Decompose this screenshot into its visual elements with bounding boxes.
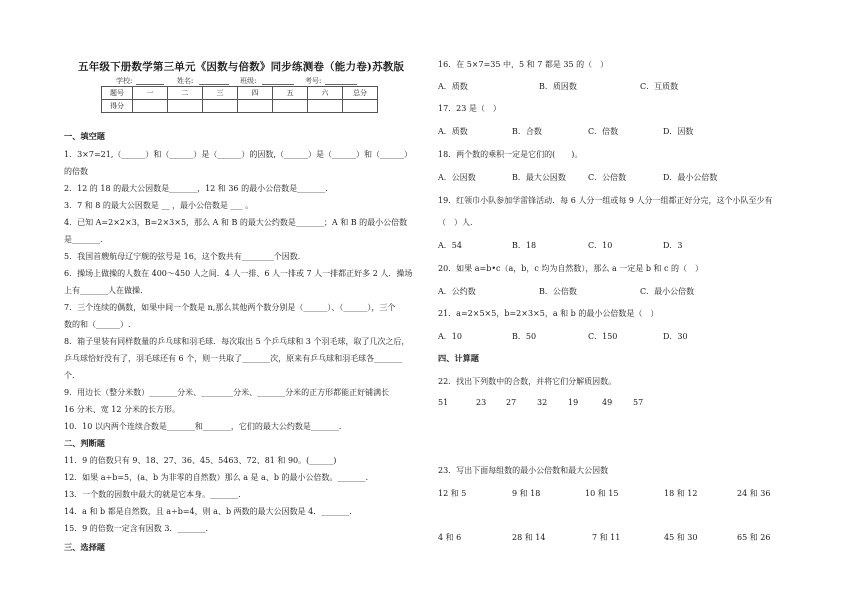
question-19: 19．红领巾小队参加学雷锋活动．每 6 人分一组或每 9 人分一组都正好分完，这个小队至少有 xyxy=(438,196,773,205)
question-18: 18．两个数的乘积一定是它们的( )。 xyxy=(438,150,583,159)
question-6: 6．操场上做操的人数在 400～450 人之间．4 人一排、6 人一排或 7 人一排都正好多 2 人．操场 xyxy=(64,269,413,278)
score-cell: 四 xyxy=(238,87,273,100)
question-10: 10．10 以内两个连续合数是_______和_______，它们的最大公约数是_______. xyxy=(64,422,342,431)
q22-number: 27 xyxy=(506,398,517,407)
q21-option-b[interactable]: B．50 xyxy=(512,332,537,341)
question-7-cont: 数的和（______）. xyxy=(64,320,131,329)
question-22: 22．找出下列数中的合数，并将它们分解质因数。 xyxy=(438,377,617,386)
q23-pair: 12 和 5 xyxy=(438,489,467,498)
question-7: 7．三个连续的偶数，如果中间一个数是 n,那么其他两个数分别是（______）、（______），三个 xyxy=(64,303,396,312)
page-title: 五年级下册数学第三单元《因数与倍数》同步练测卷（能力卷)苏教版 xyxy=(78,61,405,73)
q20-option-a[interactable]: A．公约数 xyxy=(438,287,476,296)
info-school-line xyxy=(136,84,164,85)
question-6-cont: 上有_______人在做操. xyxy=(64,286,143,295)
question-2: 2．12 的 18 的最大公因数是_______，12 和 36 的最小公倍数是_______. xyxy=(64,184,328,193)
q17-option-d[interactable]: D．因数 xyxy=(663,127,694,136)
q23-pair: 28 和 14 xyxy=(512,533,546,542)
q17-option-c[interactable]: C．倍数 xyxy=(588,127,619,136)
q22-number: 19 xyxy=(568,398,579,407)
question-15: 15．9 的倍数一定含有因数 3．_______. xyxy=(64,524,208,533)
q16-option-b[interactable]: B．质因数 xyxy=(539,82,577,91)
info-class-line xyxy=(262,84,294,85)
question-8-cont: 乒乓球恰好没有了，羽毛球还有 6 个，则一共取了_______次，原来有乒乓球和羽毛球各_______ xyxy=(64,354,403,363)
question-9-cont: 16 分米、宽 12 分米的长方形。 xyxy=(64,405,180,414)
q23-pair: 4 和 6 xyxy=(438,533,462,542)
q17-option-a[interactable]: A．质数 xyxy=(438,127,468,136)
question-1-cont: 的倍数 xyxy=(64,167,88,176)
question-17: 17．23 是（ ） xyxy=(438,104,501,113)
score-input-cell[interactable] xyxy=(203,100,238,113)
score-cell: 总分 xyxy=(343,87,378,100)
q21-option-a[interactable]: A．10 xyxy=(438,332,462,341)
question-16: 16．在 5×7=35 中，5 和 7 都是 35 的（ ） xyxy=(438,60,609,69)
score-table xyxy=(101,86,378,113)
score-table-header-row xyxy=(102,87,378,100)
score-cell: 一 xyxy=(133,87,168,100)
question-3: 3．7 和 8 的最大公因数是 __ ，最小公倍数是 ___ 。 xyxy=(64,201,254,210)
score-cell: 得分 xyxy=(102,100,133,113)
q19-option-c[interactable]: C．10 xyxy=(588,241,613,250)
info-name-label: 姓名: xyxy=(177,77,194,85)
q23-pair: 7 和 11 xyxy=(592,533,621,542)
score-input-cell[interactable] xyxy=(343,100,378,113)
q16-option-c[interactable]: C．互质数 xyxy=(640,82,679,91)
q19-option-a[interactable]: A．54 xyxy=(438,241,462,250)
score-cell: 三 xyxy=(203,87,238,100)
question-21: 21．a=2×5×5，b=2×3×5，a 和 b 的最小公倍数是（ ） xyxy=(438,309,659,318)
q18-option-d[interactable]: D．最小公倍数 xyxy=(663,173,718,182)
score-cell: 六 xyxy=(308,87,343,100)
question-8-cont2: 个. xyxy=(64,371,75,380)
score-input-cell[interactable] xyxy=(133,100,168,113)
info-id-label: 考号: xyxy=(305,77,322,85)
q19-option-d[interactable]: D．3 xyxy=(663,241,683,250)
score-cell: 题号 xyxy=(102,87,133,100)
section-multiple-choice: 三、选择题 xyxy=(64,542,105,552)
info-name-line xyxy=(199,84,229,85)
question-11: 11．9 的倍数只有 9、18、27、36、45、5463、72、81 和 90。(______) xyxy=(64,456,337,465)
question-13: 13．一个数的因数中最大的就是它本身。_______. xyxy=(64,490,241,499)
q18-option-c[interactable]: C．公倍数 xyxy=(588,173,627,182)
q23-pair: 65 和 26 xyxy=(737,533,771,542)
q22-number: 57 xyxy=(633,398,644,407)
q21-option-d[interactable]: D．30 xyxy=(663,332,688,341)
q19-option-b[interactable]: B．18 xyxy=(512,241,537,250)
q16-option-a[interactable]: A．质数 xyxy=(438,82,468,91)
info-id-line xyxy=(325,84,357,85)
q23-pair: 24 和 36 xyxy=(737,489,771,498)
question-4-cont: 是_______. xyxy=(64,235,103,244)
score-table-score-row xyxy=(102,100,378,113)
question-1: 1．3×7=21,（______）和（______）是（______）的因数,（______）是（______）和（______） xyxy=(64,150,412,159)
section-calculation: 四、计算题 xyxy=(438,353,479,363)
score-input-cell[interactable] xyxy=(168,100,203,113)
q18-option-a[interactable]: A．公因数 xyxy=(438,173,476,182)
score-cell: 五 xyxy=(273,87,308,100)
question-19-cont: （ ）人. xyxy=(438,218,473,227)
q22-number: 32 xyxy=(537,398,548,407)
info-class-label: 班级: xyxy=(240,77,257,85)
section-true-false: 二、判断题 xyxy=(64,438,105,448)
score-input-cell[interactable] xyxy=(238,100,273,113)
question-9: 9．用边长（整分米数）_______分米、________分米、_______分米的正方形都能正好铺满长 xyxy=(64,388,390,397)
q23-pair: 18 和 12 xyxy=(664,489,698,498)
section-fill-blank: 一、填空题 xyxy=(64,131,105,141)
question-23: 23．写出下面每组数的最小公倍数和最大公因数 xyxy=(438,466,609,475)
question-12: 12．如果 a÷b=5，(a、b 为非零的自然数）那么 a 是 a、b 的最小公倍数。_______. xyxy=(64,473,369,482)
question-8: 8．箱子里装有同样数量的乒乓球和羽毛球．每次取出 5 个乒乓球和 3 个羽毛球，取了几次之后， xyxy=(64,337,410,346)
question-5: 5．我国首艘航母辽宁舰的弦号是 16，这个数共有________个因数. xyxy=(64,252,301,261)
question-4: 4．已知 A=2×2×3，B=2×3×5，那么 A 和 B 的最大公约数是_______；A 和 B 的最小公倍数 xyxy=(64,218,408,227)
q20-option-c[interactable]: C．最小公倍数 xyxy=(640,287,695,296)
question-14: 14．a 和 b 都是自然数，且 a÷b=4，则 a、b 两数的最大公因数是 4．_______. xyxy=(64,507,352,516)
q20-option-b[interactable]: B．公倍数 xyxy=(539,287,577,296)
q22-number: 49 xyxy=(602,398,613,407)
q23-pair: 9 和 18 xyxy=(512,489,541,498)
q17-option-b[interactable]: B．合数 xyxy=(512,127,542,136)
info-school-label: 学校: xyxy=(116,77,133,85)
q18-option-b[interactable]: B．最大公因数 xyxy=(512,173,566,182)
score-input-cell[interactable] xyxy=(273,100,308,113)
q21-option-c[interactable]: C．150 xyxy=(588,332,618,341)
score-cell: 二 xyxy=(168,87,203,100)
question-20: 20．如果 a=b•c（a，b，c 均为自然数），那么 a 一定是 b 和 c 的（ ） xyxy=(438,264,704,273)
q23-pair: 45 和 30 xyxy=(664,533,698,542)
score-input-cell[interactable] xyxy=(308,100,343,113)
q22-number: 23 xyxy=(476,398,487,407)
q23-pair: 10 和 15 xyxy=(585,489,619,498)
q22-number: 51 xyxy=(438,398,449,407)
